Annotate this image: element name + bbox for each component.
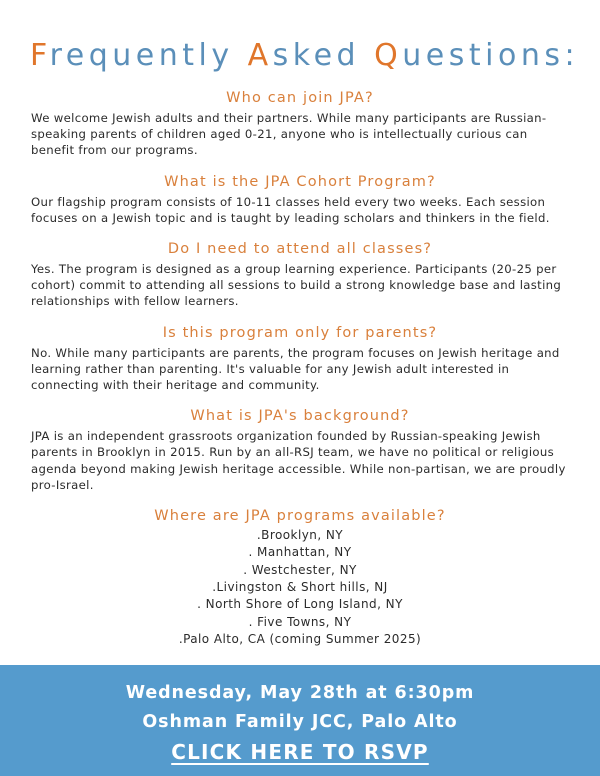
- list-item: . Five Towns, NY: [248, 614, 352, 629]
- faq-answer: Yes. The program is designed as a group learning experience. Participants (20-25 per cohort) commit to attending all sessions to build a strong knowledge base and lasting relationships with fellow learners.: [31, 262, 562, 309]
- faq-answer: No. While many participants are parents, the program focuses on Jewish heritage and learning rather than parenting. It's valuable for any Jewish adult interested in connecting with their heritage and community.: [31, 345, 560, 393]
- locations-list: [30, 527, 570, 648]
- title-letter-f: F: [30, 38, 50, 73]
- title-letter-a: A: [247, 38, 273, 73]
- title-text-requently: requently: [49, 38, 248, 73]
- list-item: . Westchester, NY: [243, 562, 357, 577]
- event-footer-banner: [0, 665, 600, 776]
- list-item: .Palo Alto, CA (coming Summer 2025): [178, 631, 422, 646]
- faq-question: Do I need to attend all classes?: [167, 241, 433, 258]
- faq-answer: Our flagship program consists of 10-11 classes held every two weeks. Each session focuses on a Jewish topic and is taught by leading scholars and thinkers in the field.: [31, 194, 550, 225]
- faq-answer: We welcome Jewish adults and their partners. While many participants are Russian-speaking parents of children aged 0-21, anyone who is intellectually curious can benefit from our programs.: [31, 111, 547, 158]
- title-text-sked: sked: [272, 38, 375, 73]
- locations-section: [30, 507, 570, 648]
- title-text-uestions: uestions:: [402, 38, 580, 73]
- event-datetime: Wednesday, May 28th at 6:30pm: [125, 683, 475, 703]
- faq-question: Who can join JPA?: [226, 90, 374, 106]
- rsvp-link[interactable]: CLICK HERE TO RSVP: [171, 740, 429, 764]
- list-item: .Livingston & Short hills, NJ: [212, 579, 388, 594]
- title-letter-q: Q: [374, 38, 403, 73]
- faq-question: What is JPA's background?: [190, 408, 410, 425]
- faq-item: [30, 407, 570, 493]
- faq-item: [30, 89, 570, 159]
- faq-question: What is the JPA Cohort Program?: [164, 173, 436, 190]
- list-item: .Brooklyn, NY: [256, 528, 344, 543]
- faq-item: [30, 240, 570, 310]
- event-venue: Oshman Family JCC, Palo Alto: [142, 712, 458, 732]
- locations-question: Where are JPA programs available?: [154, 508, 446, 525]
- faq-item: [30, 173, 570, 226]
- faq-item: [30, 324, 570, 394]
- list-item: . Manhattan, NY: [248, 545, 352, 560]
- page-title: [30, 0, 580, 73]
- faq-question: Is this program only for parents?: [162, 324, 438, 341]
- faq-answer: JPA is an independent grassroots organization founded by Russian-speaking Jewish parents in Brooklyn in 2015. Run by an all-RSJ team, we have no political or religious agenda beyond making Jewish heritage accessible. While non-partisan, we are proudly pro-Israel.: [31, 429, 566, 492]
- list-item: . North Shore of Long Island, NY: [197, 597, 403, 612]
